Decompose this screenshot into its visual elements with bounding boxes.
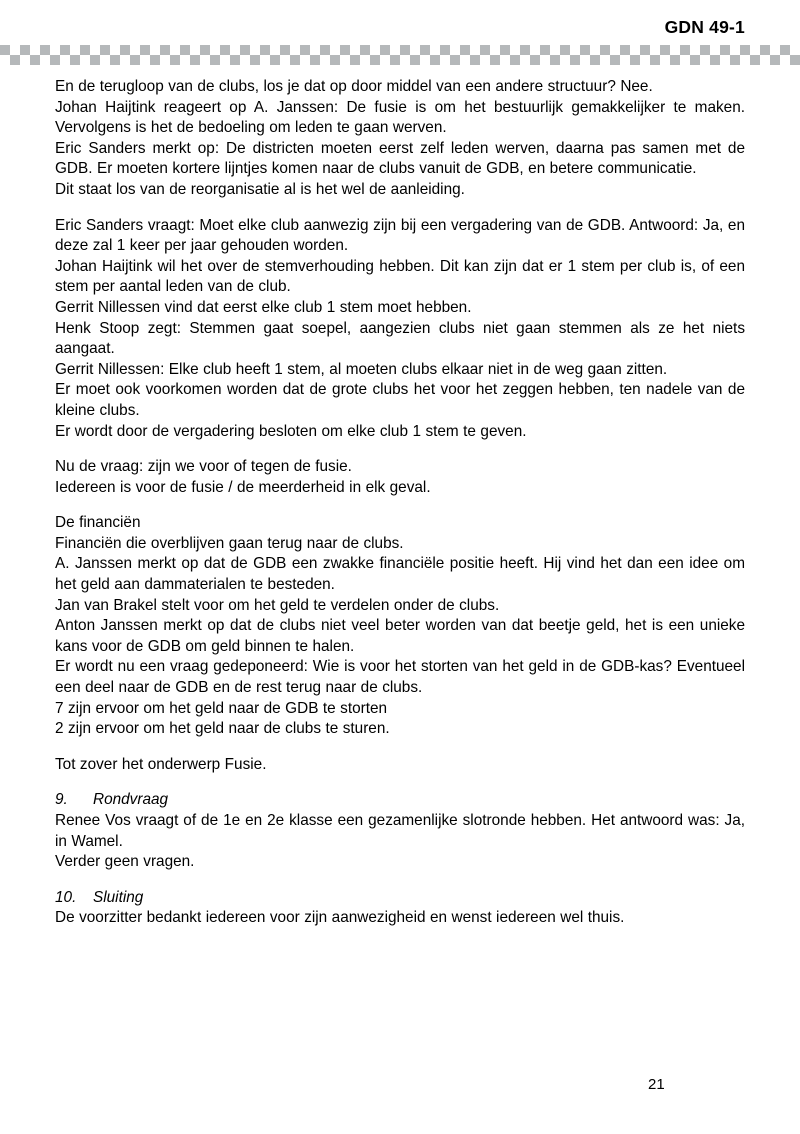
paragraph: En de terugloop van de clubs, los je dat op door middel van een andere structuur? Nee. — [55, 78, 653, 95]
paragraph: Johan Haijtink wil het over de stemverhouding hebben. Dit kan zijn dat er 1 stem per club is, of een stem per aantal leden van de club. — [55, 257, 745, 296]
section-number: 9. — [55, 791, 68, 809]
paragraph: Eric Sanders merkt op: De districten moeten eerst zelf leden werven, daarna pas samen met de GDB. Er moeten kortere lijntjes komen naar de clubs vanuit de GDB, en betere communicatie. — [55, 139, 745, 178]
paragraph: 2 zijn ervoor om het geld naar de clubs te sturen. — [55, 720, 390, 738]
paragraph: A. Janssen merkt op dat de GDB een zwakke financiële positie heeft. Hij vind het dan een idee om het geld aan dammaterialen te besteden. — [55, 555, 745, 594]
paragraph: Nu de vraag: zijn we voor of tegen de fusie. — [55, 458, 352, 476]
paragraph: Eric Sanders vraagt: Moet elke club aanwezig zijn bij een vergadering van de GDB. Antwoord: Ja, en deze zal 1 keer per jaar gehouden worden. — [55, 216, 745, 255]
paragraph: Dit staat los van de reorganisatie al is het wel de aanleiding. — [55, 180, 465, 198]
paragraph: Er moet ook voorkomen worden dat de grote clubs het voor het zeggen hebben, ten nadele van de kleine clubs. — [55, 381, 745, 419]
paragraph: Financiën die overblijven gaan terug naar de clubs. — [55, 534, 404, 552]
paragraph-spacer — [55, 201, 745, 216]
paragraph: Gerrit Nillessen: Elke club heeft 1 stem, al moeten clubs elkaar niet in de weg gaan zitten. — [55, 360, 668, 378]
checkered-divider — [0, 45, 800, 65]
document-code: GDN 49-1 — [664, 17, 745, 37]
paragraph: De voorzitter bedankt iedereen voor zijn aanwezigheid en wenst iedereen wel thuis. — [55, 909, 625, 927]
paragraph: 7 zijn ervoor om het geld naar de GDB te storten — [55, 699, 388, 717]
section-number: 10. — [55, 888, 77, 906]
section-title: Sluiting — [93, 888, 144, 906]
paragraph: Anton Janssen merkt op dat de clubs niet veel beter worden van dat beetje geld, het is een unieke kans voor de GDB om geld binnen te halen. — [55, 617, 745, 655]
page-number: 21 — [648, 1076, 665, 1093]
paragraph: Johan Haijtink reageert op A. Janssen: De fusie is om het bestuurlijk gemakkelijker te maken. Vervolgens is het de bedoeling om leden te gaan werven. — [55, 98, 745, 137]
paragraph: Gerrit Nillessen vind dat eerst elke club 1 stem moet hebben. — [55, 298, 472, 316]
paragraph-spacer — [55, 775, 745, 790]
paragraph: Jan van Brakel stelt voor om het geld te verdelen onder de clubs. — [55, 596, 500, 614]
paragraph: Tot zover het onderwerp Fusie. — [55, 755, 267, 773]
section-heading — [55, 790, 745, 811]
paragraph-spacer — [55, 498, 745, 513]
paragraph-spacer — [55, 873, 745, 888]
paragraph-spacer — [55, 442, 745, 457]
paragraph: Henk Stoop zegt: Stemmen gaat soepel, aangezien clubs niet gaan stemmen als ze het niets aangaat. — [55, 319, 745, 358]
section-title: Rondvraag — [93, 791, 169, 809]
document-body — [55, 77, 745, 929]
paragraph: Iedereen is voor de fusie / de meerderheid in elk geval. — [55, 478, 431, 496]
paragraph: Er wordt nu een vraag gedeponeerd: Wie is voor het storten van het geld in de GDB-kas? Eventueel een deel naar de GDB en de rest terug naar de clubs. — [55, 658, 745, 697]
paragraph-spacer — [55, 740, 745, 755]
section-heading — [55, 888, 745, 909]
paragraph: De financiën — [55, 514, 141, 532]
paragraph: Renee Vos vraagt of de 1e en 2e klasse een gezamenlijke slotronde hebben. Het antwoord was: Ja, in Wamel. — [55, 812, 745, 850]
paragraph: Er wordt door de vergadering besloten om elke club 1 stem te geven. — [55, 422, 527, 440]
paragraph: Verder geen vragen. — [55, 853, 195, 871]
